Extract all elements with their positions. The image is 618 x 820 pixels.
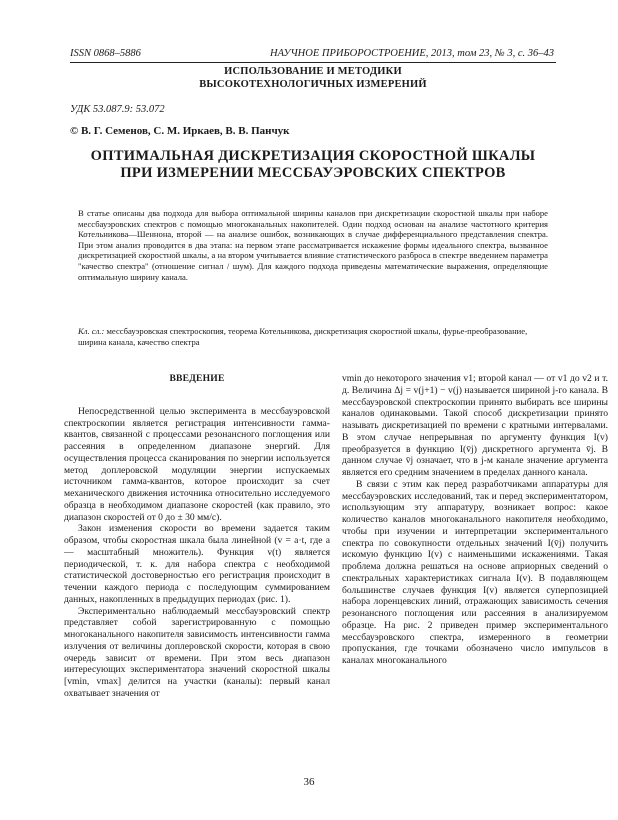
paragraph: Экспериментально наблюдаемый мессбауэровский спектр представляет собой зарегистрированную с помощью многоканального накопителя зависимость интенсивности гамма излучения от величины доплеровской скорости, которая в свою очередь зависит от времени. При этом весь диапазон интересующих экспериментатора значений скоростной шкалы [vmin, vmax] делится на участки (каналы): первый канал охватывает значения от [64, 605, 330, 699]
paragraph: Закон изменения скорости во времени задается таким образом, чтобы скоростная шкала была линейной (v = a·t, где a — масштабный множитель). Функция v(t) является периодической, т. к. для набора спектра с необходимой статистической достоверностью его регистрация происходит в течении каждого периода с последующим суммированием данных, накопленных в предыдущих периодах (рис. 1). [64, 523, 330, 605]
body-column-left [64, 373, 330, 700]
section-heading-introduction: ВВЕДЕНИЕ [169, 373, 225, 384]
issn-number: ISSN 0868–5886 [70, 48, 141, 59]
abstract: В статье описаны два подхода для выбора оптимальной ширины каналов при дискретизации скоростной шкалы при наборе мессбауэровских спектров с помощью многоканальных накопителей. Один подход основан на анализе частотного критерия Котельникова—Шеннона, второй — на анализе ошибок, возникающих в случае дифференциального представления спектра. При этом анализ проводится в два этапа: на первом этапе рассматривается искажение формы идеального спектра, вызванное дискретизацией скоростной шкалы, а на втором учитывается влияние статистического разброса в спектре введением параметра "качество спектра" (отношение сигнал / шум). Для каждого подхода приведены математические выражения, определяющие оптимальную ширину канала. [78, 208, 548, 282]
keywords-label: Кл. сл.: [78, 326, 105, 336]
authors: © В. Г. Семенов, С. М. Иркаев, В. В. Панчук [70, 125, 290, 137]
article-title [70, 148, 556, 182]
keywords [78, 326, 548, 347]
section-title-line-1: ИСПОЛЬЗОВАНИЕ И МЕТОДИКИ [224, 66, 402, 77]
page-number: 36 [303, 776, 315, 788]
header-rule [70, 62, 556, 63]
article-title-line-1: ОПТИМАЛЬНАЯ ДИСКРЕТИЗАЦИЯ СКОРОСТНОЙ ШКАЛЫ [90, 148, 536, 164]
article-title-line-2: ПРИ ИЗМЕРЕНИИ МЕССБАУЭРОВСКИХ СПЕКТРОВ [120, 165, 506, 181]
paragraph: В связи с этим как перед разработчиками аппаратуры для мессбауэровских исследований, так и перед экспериментатором, использующим эту аппаратуру, возникает вопрос: какое количество каналов многоканального накопителя необходимо, чтобы при изучении и интерпретации экспериментального спектра по совокупности отдельных значений I(v̄j) получить искомую функцию I(v) с наименьшими искажениями. Такая проблема должна решаться на основе априорных сведений о спектральных характеристиках сигнала I(v). В подавляющем большинстве случаев функция I(v) является суперпозицией набора лоренцевских линий, отражающих зависимость сечения резонансного поглощения или рассеяния в анализируемом образце. На рис. 2 приведен пример экспериментального мессбауэровского спектра, измеренного в геометрии пропускания, где точками обозначено число импульсов в каналах многоканального [342, 478, 608, 666]
section-title-line-2: ВЫСОКОТЕХНОЛОГИЧНЫХ ИЗМЕРЕНИЙ [199, 78, 427, 90]
paragraph: vmin до некоторого значения v1; второй канал — от v1 до v2 и т. д. Величина Δj = v(j+1) − v(j) называется шириной j-го канала. В мессбауэровской спектроскопии принято выбирать все ширины каналов одинаковыми. Такой способ дискретизации принято называть дискретизацией по времени с кратными интервалами. В этом случае непрерывная по аргументу функция I(v) преобразуется в функцию I(v̄j) дискретного аргумента v̄j. В данном случае v̄j означает, что в j-м канале значение аргумента является его средним значением в пределах данного канала. [342, 373, 608, 478]
body-column-right [342, 373, 608, 667]
keywords-text: мессбауэровская спектроскопия, теорема Котельникова, дискретизация скоростной шкалы, фурье-преобразование, ширина канала, качество спектра [78, 326, 528, 347]
udc-code: УДК 53.087.9: 53.072 [70, 104, 165, 115]
paragraph: Непосредственной целью эксперимента в мессбауэровской спектроскопии является регистрация интенсивности гамма-квантов, связанной с процессами резонансного поглощения или рассеяния в определенном диапазоне энергий. Для осуществления процесса сканирования по энергии используется метод доплеровской модуляции энергии испускаемых источником гамма-квантов, которое происходит за счет механического движения источника относительно исследуемого образца в необходимом диапазоне скоростей (как правило, это диапазон скоростей от 0 до ± 30 мм/с). [64, 405, 330, 523]
section-title [70, 66, 556, 91]
journal-citation: НАУЧНОЕ ПРИБОРОСТРОЕНИЕ, 2013, том 23, № 3, с. 36–43 [270, 48, 554, 59]
